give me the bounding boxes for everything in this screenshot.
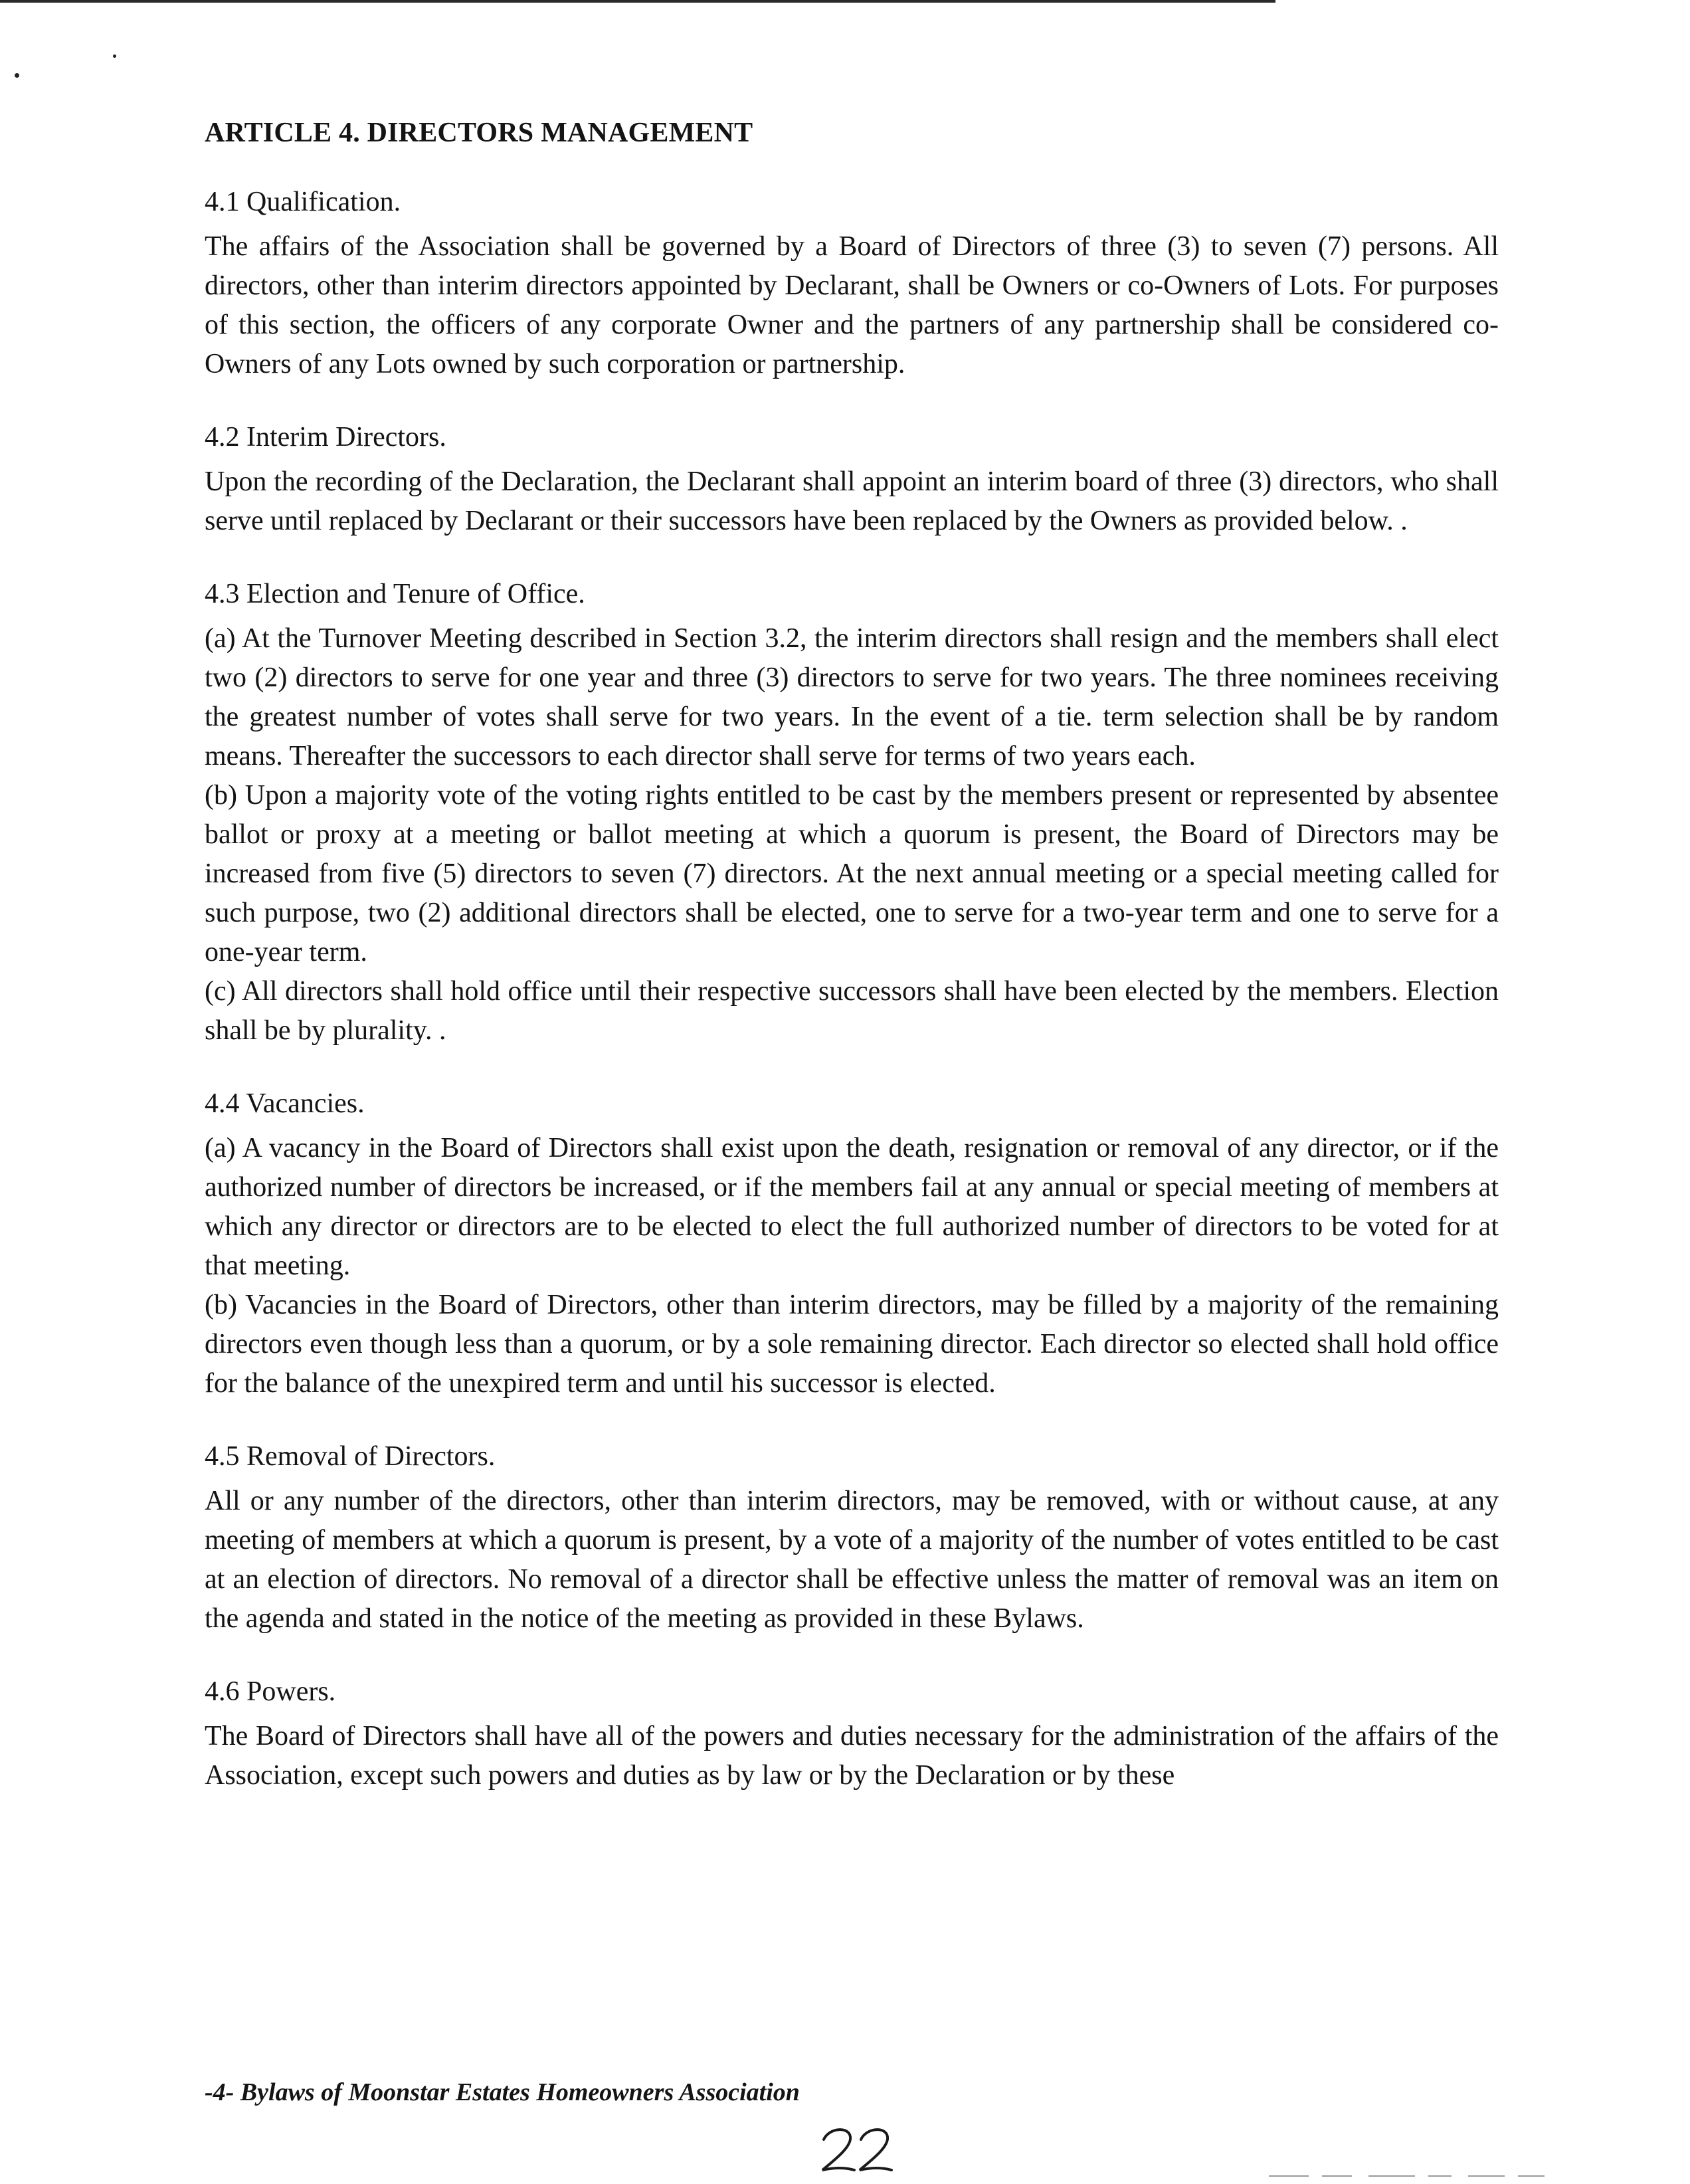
handwritten-page-number: [817, 2120, 903, 2179]
scan-noise: [1269, 2174, 1554, 2178]
section-paragraph: (a) At the Turnover Meeting described in Section 3.2, the interim directors shall resign and the members shall elect two (2) directors to serve for one year and three (3) directors to serve for two years. The three nominees receiving the greatest number of votes shall serve for two years. In the event of a tie. term selection shall be by random means. Thereafter the successors to each director shall serve for terms of two years each.: [205, 623, 1499, 771]
scan-top-edge: [0, 0, 1275, 3]
section-paragraph: The affairs of the Association shall be governed by a Board of Directors of three (3) to seven (7) persons. All directors, other than interim directors appointed by Declarant, shall be Owners or co-Owners of Lots. For purposes of this section, the officers of any corporate Owner and the partners of any partnership shall be considered co-Owners of any Lots owned by such corporation or partnership.: [205, 231, 1499, 379]
section-paragraph: (b) Vacancies in the Board of Directors, other than interim directors, may be filled by a majority of the remaining directors even though less than a quorum, or by a sole remaining director. Each director so elected shall hold office for the balance of the unexpired term and until his successor is elected.: [205, 1290, 1499, 1399]
section-removal-of-directors: [205, 1437, 1499, 1638]
section-paragraph: (a) A vacancy in the Board of Directors shall exist upon the death, resignation or removal of any director, or if the authorized number of directors be increased, or if the members fail at any annual or special meeting of members at which any director or directors are to be elected to elect the full authorized number of directors to be voted for at that meeting.: [205, 1133, 1499, 1281]
section-heading: 4.2 Interim Directors.: [205, 422, 446, 452]
article-title: ARTICLE 4. DIRECTORS MANAGEMENT: [205, 118, 753, 148]
section-election-and-tenure: [205, 574, 1499, 1050]
section-heading: 4.6 Powers.: [205, 1676, 336, 1707]
section-heading: 4.1 Qualification.: [205, 187, 401, 217]
document-page: [205, 114, 1499, 1829]
section-paragraph: The Board of Directors shall have all of the powers and duties necessary for the administration of the affairs of the Association, except such powers and duties as by law or by the Declaration or by these: [205, 1721, 1499, 1791]
section-paragraph: All or any number of the directors, other than interim directors, may be removed, with or without cause, at any meeting of members at which a quorum is present, by a vote of a majority of the number of votes entitled to be cast at an election of directors. No removal of a director shall be effective unless the matter of removal was an item on the agenda and stated in the notice of the meeting as provided in these Bylaws.: [205, 1486, 1499, 1634]
section-heading: 4.4 Vacancies.: [205, 1088, 365, 1119]
section-paragraph: (b) Upon a majority vote of the voting rights entitled to be cast by the members present or represented by absentee ballot or proxy at a meeting or ballot meeting at which a quorum is present, the Board of Directors may be increased from five (5) directors to seven (7) directors. At the next annual meeting or a special meeting called for such purpose, two (2) additional directors shall be elected, one to serve for a two-year term and one to serve for a one-year term.: [205, 780, 1499, 967]
section-powers: [205, 1672, 1499, 1795]
page-footer: -4- Bylaws of Moonstar Estates Homeowners Association: [205, 2078, 800, 2106]
section-paragraph: (c) All directors shall hold office until their respective successors shall have been elected by the members. Election shall be by plurality. .: [205, 976, 1499, 1046]
section-heading: 4.5 Removal of Directors.: [205, 1441, 496, 1472]
scan-speck: [15, 73, 19, 78]
scan-speck: [113, 54, 116, 58]
section-heading: 4.3 Election and Tenure of Office.: [205, 579, 585, 609]
section-vacancies: [205, 1084, 1499, 1403]
section-paragraph: Upon the recording of the Declaration, the Declarant shall appoint an interim board of three (3) directors, who shall serve until replaced by Declarant or their successors have been replaced by the Owners as provided below. .: [205, 466, 1499, 536]
section-interim-directors: [205, 417, 1499, 541]
section-qualification: [205, 182, 1499, 384]
